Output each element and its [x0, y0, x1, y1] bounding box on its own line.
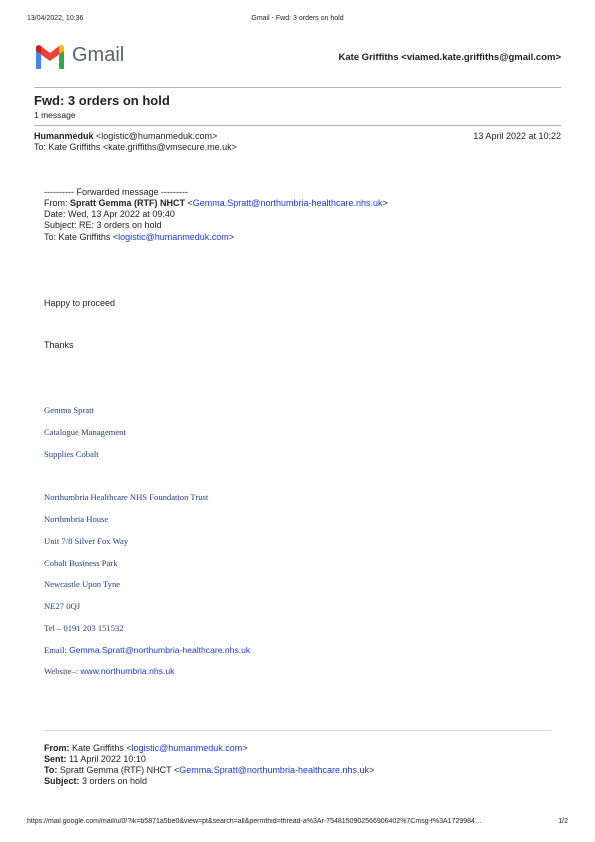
quoted-to-label: To: — [44, 765, 58, 775]
gmail-logo-icon — [34, 45, 66, 69]
signature-tel: Tel – 0191 203 151532 — [44, 623, 124, 633]
signature-park: Cobalt Business Park — [44, 558, 118, 568]
quoted-subject-label: Subject: — [44, 776, 80, 786]
forwarded-to — [44, 232, 234, 243]
forwarded-from — [44, 198, 388, 209]
signature-email-link[interactable]: Gemma.Spratt@northumbria-healthcare.nhs.uk — [69, 645, 251, 655]
quoted-to-prefix: Spratt Gemma (RTF) NHCT < — [57, 765, 180, 775]
signature-name: Gemma Spratt — [44, 405, 94, 415]
signature-unit: Unit 7/8 Silver Fox Way — [44, 536, 129, 546]
body-line-proceed: Happy to proceed — [44, 298, 116, 308]
sender-email: <logistic@humanmeduk.com> — [96, 131, 218, 141]
signature-website-link[interactable]: www.northumbria.nhs.uk — [80, 666, 175, 676]
body-line-thanks: Thanks — [44, 340, 74, 350]
forwarded-from-gt: > — [382, 198, 388, 208]
quoted-from — [44, 743, 248, 754]
message-sender — [34, 131, 217, 142]
signature-email-label: Email: — [44, 645, 70, 655]
forwarded-to-gt: > — [228, 232, 235, 242]
quote-divider — [44, 730, 551, 731]
quoted-sent-label: Sent: — [44, 754, 67, 764]
quoted-subject — [44, 776, 147, 787]
quoted-from-label: From: — [44, 743, 70, 753]
quoted-to — [44, 765, 374, 776]
divider — [34, 87, 561, 88]
forwarded-date: Date: Wed, 13 Apr 2022 at 09:40 — [44, 209, 175, 219]
forwarded-from-name: Spratt Gemma (RTF) NHCT — [70, 198, 186, 208]
quoted-from-prefix: Kate Griffiths < — [69, 743, 132, 753]
thread-subject: Fwd: 3 orders on hold — [34, 93, 170, 108]
quoted-to-gt: > — [369, 765, 375, 775]
signature-role: Catalogue Management — [44, 427, 126, 437]
signature-building: Northmbria House — [44, 514, 109, 524]
quoted-to-email-link[interactable]: Gemma.Spratt@northumbria-healthcare.nhs.uk — [179, 765, 369, 775]
forwarded-from-label: From: — [44, 198, 70, 208]
sender-name: Humanmeduk — [34, 131, 94, 141]
signature-org: Northumbria Healthcare NHS Foundation Trust — [44, 492, 209, 502]
forwarded-to-prefix: To: Kate Griffiths < — [44, 232, 119, 242]
quoted-subject-value: 3 orders on hold — [79, 776, 148, 786]
signature-email — [44, 645, 250, 655]
print-title: Gmail - Fwd: 3 orders on hold — [251, 15, 344, 22]
account-email: Kate Griffiths <viamed.kate.griffiths@gmail.com> — [338, 52, 561, 63]
forwarded-subject: Subject: RE: 3 orders on hold — [44, 220, 162, 230]
message-count: 1 message — [34, 110, 76, 120]
page-number: 1/2 — [558, 818, 568, 825]
signature-dept: Supplies Cobalt — [44, 449, 99, 459]
quoted-from-gt: > — [242, 743, 248, 753]
signature-city: Newcastle Upon Tyne — [44, 579, 121, 589]
message-recipient: To: Kate Griffiths <kate.griffiths@vmsecure.me.uk> — [34, 142, 237, 152]
quoted-sent — [44, 754, 146, 765]
gmail-logo-text: Gmail — [72, 44, 125, 66]
signature-website — [44, 666, 174, 676]
forwarded-separator: ---------- Forwarded message --------- — [44, 187, 188, 197]
print-url: https://mail.google.com/mail/u/0/?ik=b5871a5be0&view=pt&search=all&permthid=thread-a%3Ar-7548150902566906402%7Cmsg-f%3A1729984… — [27, 818, 482, 825]
forwarded-from-email-link[interactable]: Gemma.Spratt@northumbria-healthcare.nhs.uk — [192, 198, 383, 208]
divider — [34, 125, 561, 126]
quoted-from-email-link[interactable]: logistic@humanmeduk.com — [131, 743, 243, 753]
quoted-sent-value: 11 April 2022 10:10 — [66, 754, 146, 764]
signature-website-label: Website–: — [44, 666, 81, 676]
forwarded-to-email-link[interactable]: logistic@humanmeduk.com — [118, 232, 229, 242]
message-date: 13 April 2022 at 10:22 — [473, 131, 561, 141]
forwarded-from-lt: < — [185, 198, 193, 208]
print-datetime: 13/04/2022, 10:36 — [27, 15, 84, 22]
signature-postcode: NE27 0QJ — [44, 601, 81, 611]
